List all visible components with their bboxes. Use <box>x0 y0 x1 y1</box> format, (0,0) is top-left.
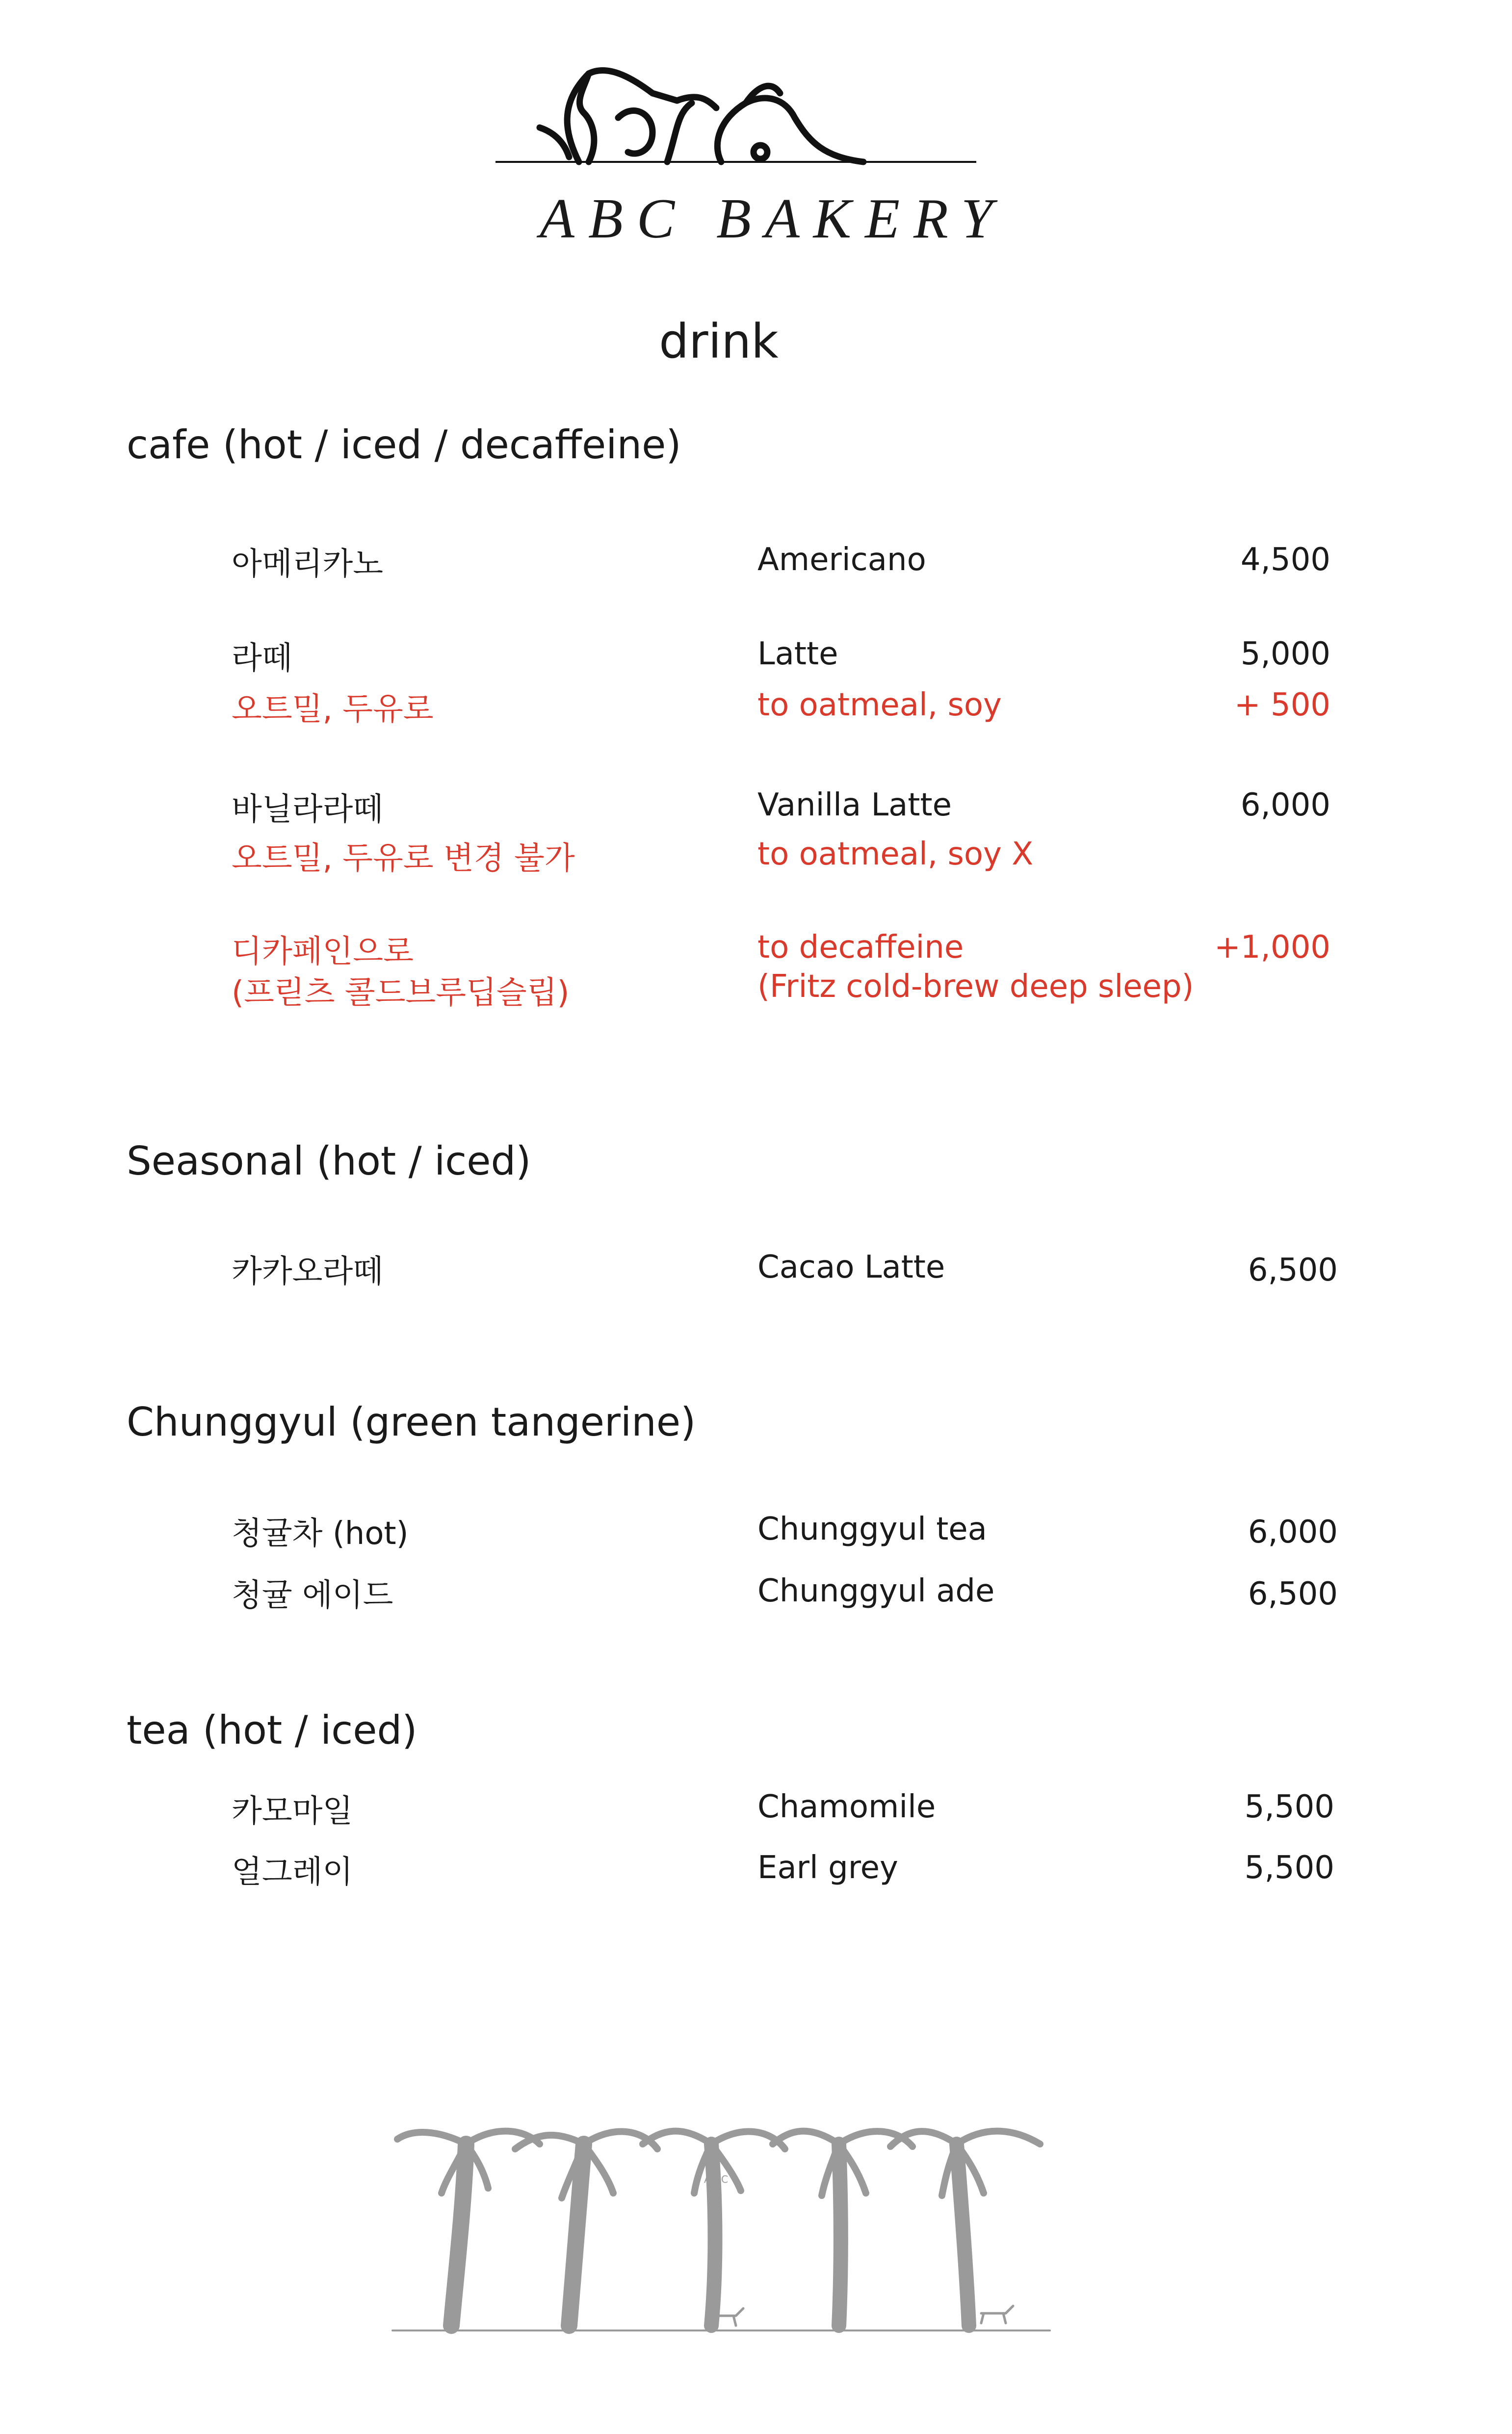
menu-item-price: 6,500 <box>1248 1576 1338 1612</box>
logo-text: ABC BAKERY <box>540 187 1007 250</box>
menu-item-price: 6,500 <box>1248 1252 1338 1288</box>
menu-note-kor: 오트밀, 두유로 <box>232 691 434 728</box>
menu-item-price: 6,000 <box>1248 1514 1338 1550</box>
section-title-cafe: cafe (hot / iced / decaffeine) <box>127 422 681 468</box>
menu-note-eng: to oatmeal, soy <box>757 687 1002 723</box>
menu-item-eng: Chunggyul ade <box>757 1573 995 1609</box>
menu-item-price: 5,000 <box>1240 636 1330 672</box>
menu-note-kor: 오트밀, 두유로 변경 불가 <box>232 840 575 877</box>
menu-item-kor: 아메리카노 <box>232 546 384 582</box>
decaf-eng-line2: (Fritz cold-brew deep sleep) <box>757 968 1194 1005</box>
illustration-text: ABC <box>704 2173 730 2185</box>
palm-trees-icon <box>392 2110 1050 2335</box>
menu-item-eng: Americano <box>757 542 926 578</box>
menu-item-eng: Vanilla Latte <box>757 787 952 823</box>
menu-item-eng: Cacao Latte <box>757 1249 945 1285</box>
decaf-kor-line2: (프릳츠 콜드브루딥슬립) <box>232 975 570 1011</box>
menu-item-kor: 청귤차 (hot) <box>232 1516 409 1552</box>
section-title-chunggyul: Chunggyul (green tangerine) <box>127 1399 696 1445</box>
menu-note-price: + 500 <box>1234 687 1330 723</box>
page-title: drink <box>659 314 779 369</box>
menu-item-price: 5,500 <box>1244 1850 1334 1886</box>
dog-peeking-icon <box>491 59 976 172</box>
menu-item-eng: Chunggyul tea <box>757 1511 987 1547</box>
menu-item-kor: 카카오라떼 <box>232 1254 384 1290</box>
section-title-tea: tea (hot / iced) <box>127 1707 417 1753</box>
menu-item-kor: 얼그레이 <box>232 1854 353 1890</box>
menu-item-kor: 바닐라라떼 <box>232 791 384 828</box>
menu-item-eng: Latte <box>757 636 838 672</box>
menu-note-eng: to oatmeal, soy X <box>757 836 1034 872</box>
menu-item-eng: Chamomile <box>757 1789 936 1825</box>
decaf-kor-line1: 디카페인으로 <box>232 934 414 970</box>
menu-item-eng: Earl grey <box>757 1850 898 1886</box>
menu-item-kor: 카모마일 <box>232 1793 353 1830</box>
menu-item-kor: 청귤 에이드 <box>232 1577 393 1614</box>
section-title-seasonal: Seasonal (hot / iced) <box>127 1138 531 1184</box>
decaf-price: +1,000 <box>1214 929 1330 966</box>
menu-item-price: 6,000 <box>1240 787 1330 823</box>
menu-item-price: 4,500 <box>1240 542 1330 578</box>
menu-item-kor: 라떼 <box>232 640 292 677</box>
decaf-eng-line1: to decaffeine <box>757 929 964 966</box>
menu-item-price: 5,500 <box>1244 1789 1334 1825</box>
